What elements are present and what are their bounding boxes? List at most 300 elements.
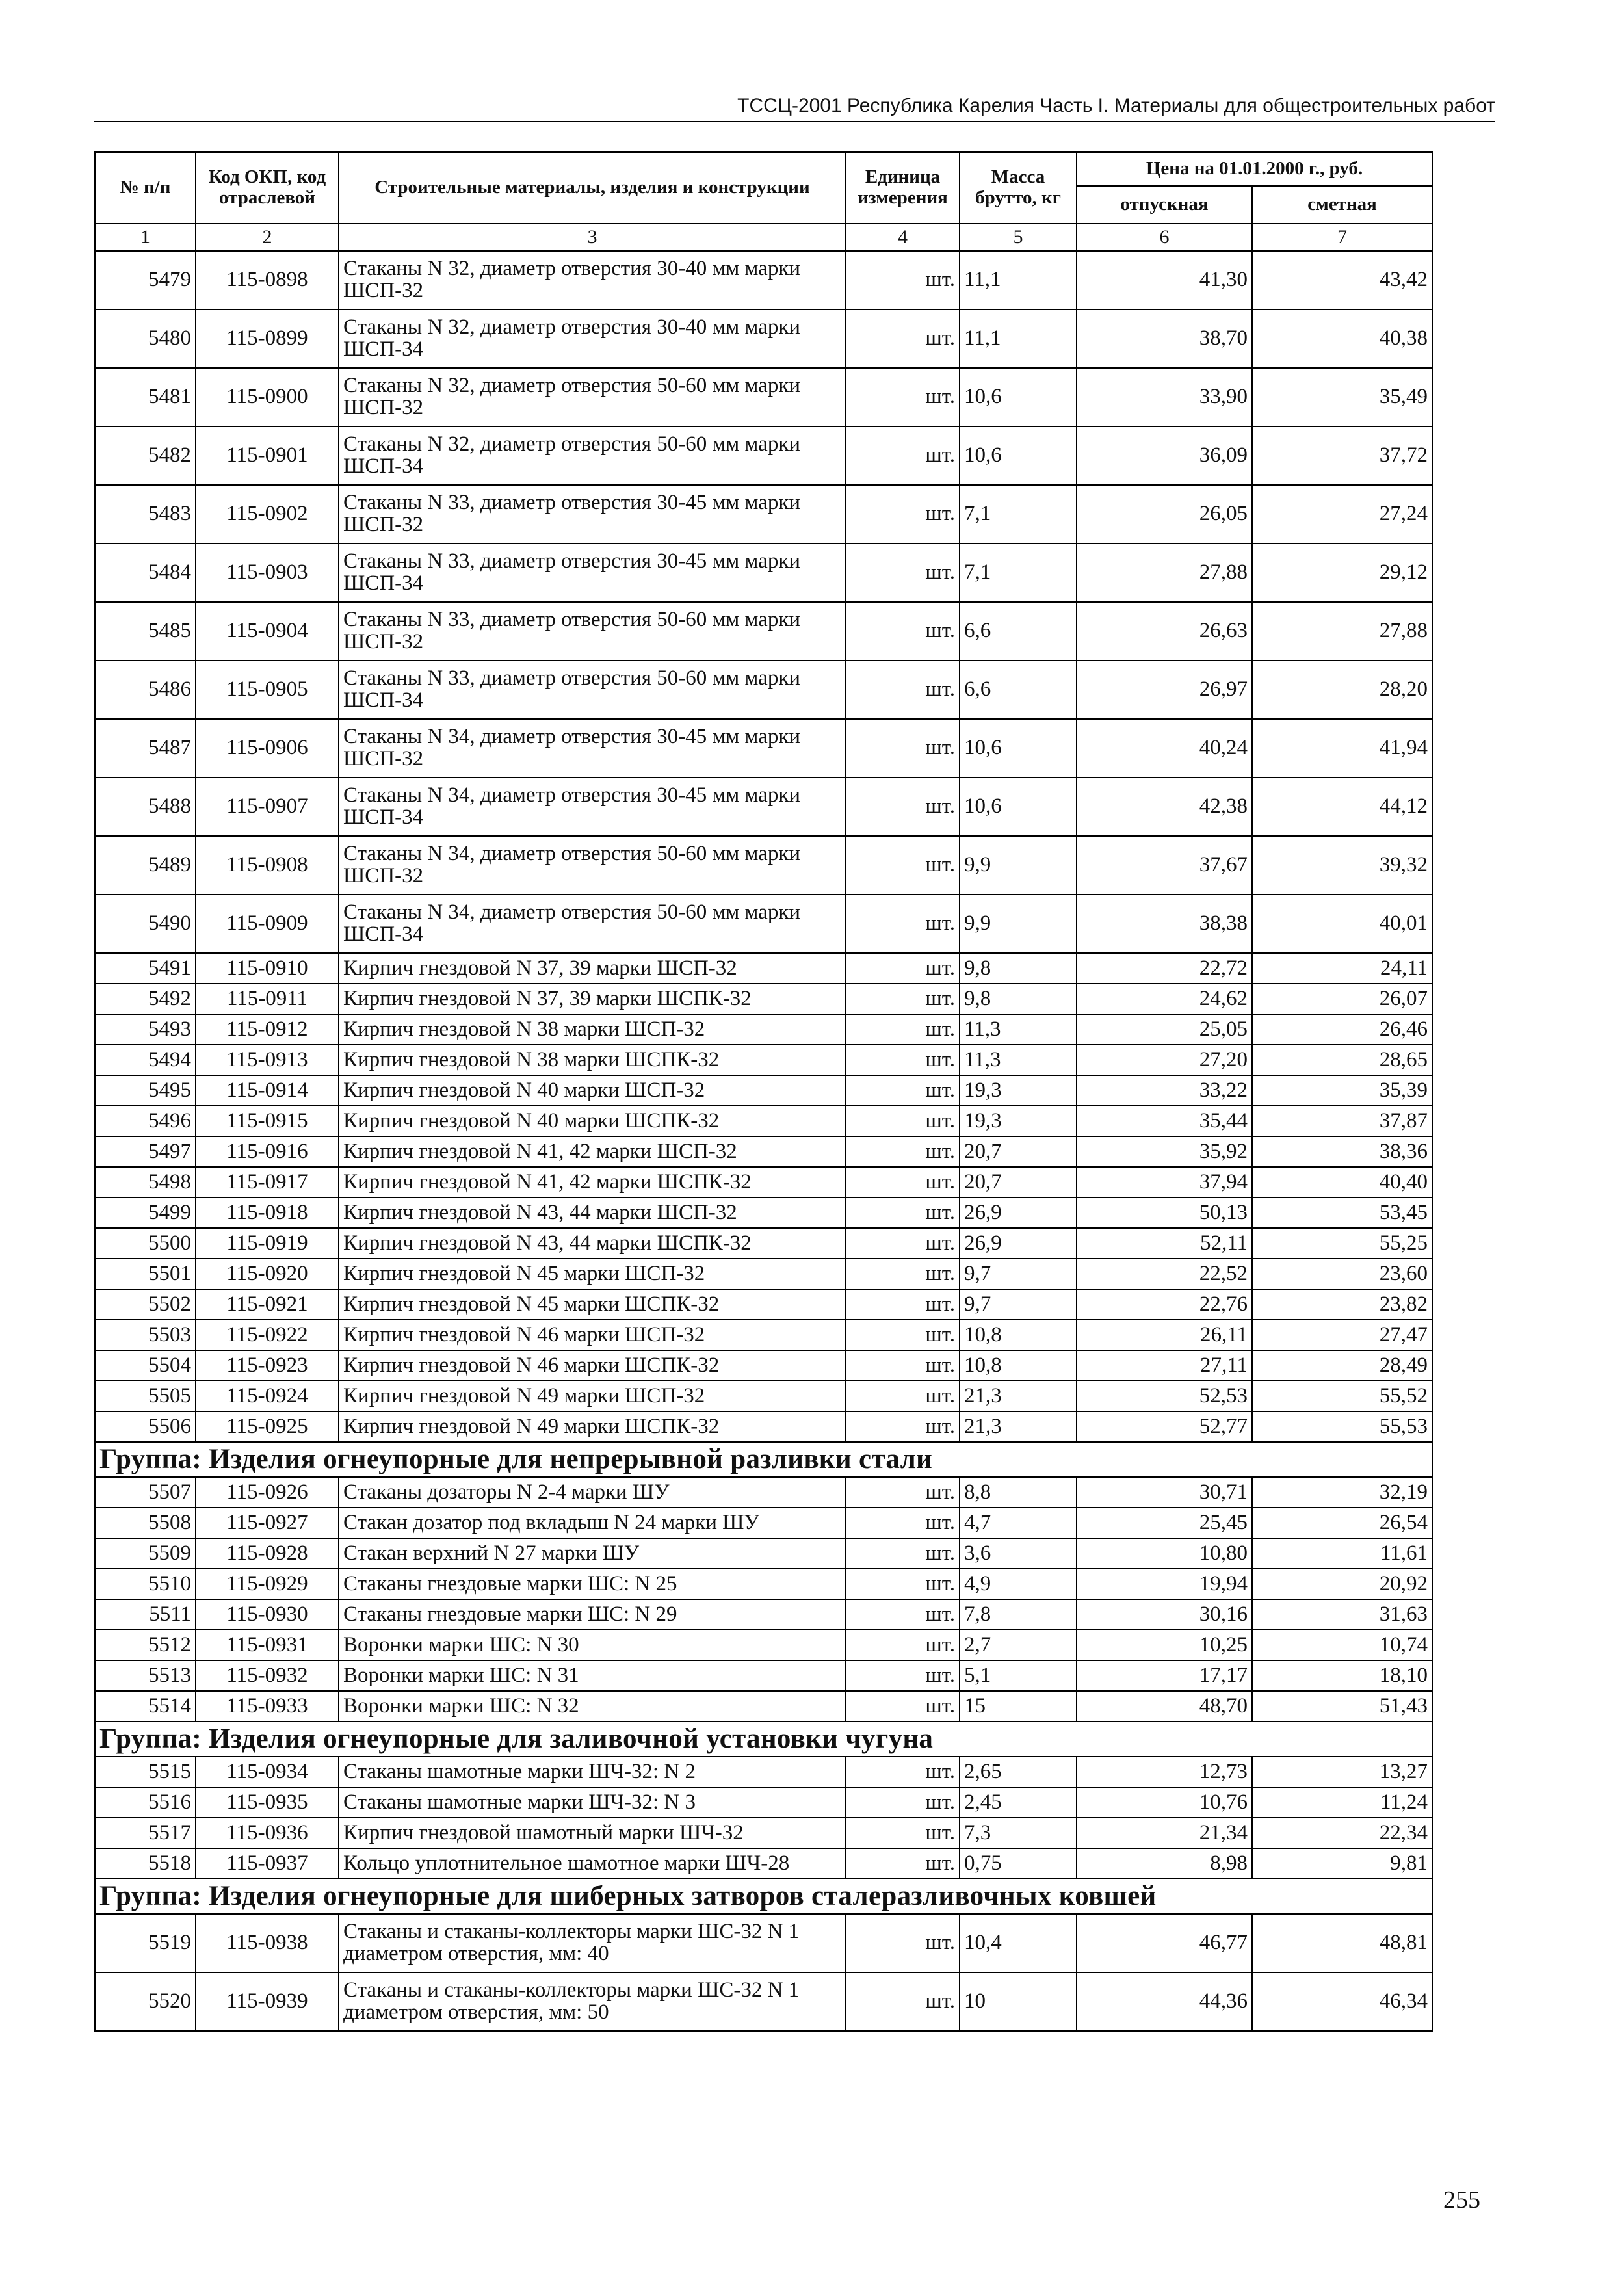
item-number: 5500 <box>95 1228 196 1259</box>
item-number: 5510 <box>95 1569 196 1599</box>
item-price-release: 33,22 <box>1077 1075 1252 1106</box>
item-code: 115-0902 <box>196 485 339 543</box>
item-unit: шт. <box>846 1167 960 1198</box>
item-price-release: 26,63 <box>1077 602 1252 661</box>
table-row <box>95 1350 1432 1381</box>
item-price-release: 35,44 <box>1077 1106 1252 1136</box>
table-row <box>95 1228 1432 1259</box>
item-mass: 10,8 <box>960 1320 1077 1350</box>
item-code: 115-0924 <box>196 1381 339 1411</box>
item-name: Стаканы N 33, диаметр отверстия 50-60 мм марки ШСП-34 <box>339 661 846 719</box>
item-price-estimate: 41,94 <box>1252 719 1432 778</box>
col-header-price-estimate: сметная <box>1252 186 1432 224</box>
item-price-estimate: 46,34 <box>1252 1972 1432 2031</box>
item-unit: шт. <box>846 1972 960 2031</box>
item-name: Стаканы N 34, диаметр отверстия 30-45 мм марки ШСП-34 <box>339 778 846 836</box>
item-code: 115-0908 <box>196 836 339 895</box>
item-unit: шт. <box>846 1014 960 1045</box>
item-price-release: 26,97 <box>1077 661 1252 719</box>
item-price-estimate: 39,32 <box>1252 836 1432 895</box>
item-mass: 10,8 <box>960 1350 1077 1381</box>
item-name: Кирпич гнездовой N 41, 42 марки ШСПК-32 <box>339 1167 846 1198</box>
item-name: Кирпич гнездовой N 45 марки ШСПК-32 <box>339 1289 846 1320</box>
item-name: Стаканы N 32, диаметр отверстия 30-40 мм марки ШСП-32 <box>339 251 846 309</box>
item-number: 5494 <box>95 1045 196 1075</box>
item-code: 115-0930 <box>196 1599 339 1630</box>
item-number: 5492 <box>95 984 196 1014</box>
table-row <box>95 1508 1432 1538</box>
table-row <box>95 1660 1432 1691</box>
item-price-release: 52,53 <box>1077 1381 1252 1411</box>
table-row <box>95 719 1432 778</box>
item-number: 5516 <box>95 1787 196 1818</box>
item-unit: шт. <box>846 1757 960 1787</box>
item-name: Стакан верхний N 27 марки ШУ <box>339 1538 846 1569</box>
item-price-release: 10,80 <box>1077 1538 1252 1569</box>
item-price-estimate: 23,60 <box>1252 1259 1432 1289</box>
item-unit: шт. <box>846 1569 960 1599</box>
col-header-price-group: Цена на 01.01.2000 г., руб. <box>1077 152 1432 186</box>
item-unit: шт. <box>846 1914 960 1972</box>
table-row <box>95 1914 1432 1972</box>
item-number: 5493 <box>95 1014 196 1045</box>
item-name: Воронки марки ШС: N 32 <box>339 1691 846 1722</box>
item-mass: 11,1 <box>960 251 1077 309</box>
price-table <box>94 151 1433 2032</box>
item-code: 115-0921 <box>196 1289 339 1320</box>
item-name: Кирпич гнездовой N 37, 39 марки ШСПК-32 <box>339 984 846 1014</box>
table-row <box>95 1014 1432 1045</box>
table-row <box>95 1691 1432 1722</box>
item-mass: 9,9 <box>960 836 1077 895</box>
item-price-release: 8,98 <box>1077 1848 1252 1879</box>
item-name: Кирпич гнездовой N 43, 44 марки ШСП-32 <box>339 1198 846 1228</box>
table-row <box>95 1818 1432 1848</box>
item-code: 115-0939 <box>196 1972 339 2031</box>
item-unit: шт. <box>846 1508 960 1538</box>
item-price-estimate: 35,39 <box>1252 1075 1432 1106</box>
item-unit: шт. <box>846 1381 960 1411</box>
item-unit: шт. <box>846 602 960 661</box>
item-code: 115-0934 <box>196 1757 339 1787</box>
item-unit: шт. <box>846 1599 960 1630</box>
item-code: 115-0926 <box>196 1477 339 1508</box>
item-price-release: 38,38 <box>1077 895 1252 953</box>
table-row <box>95 1106 1432 1136</box>
item-number: 5514 <box>95 1691 196 1722</box>
item-unit: шт. <box>846 1691 960 1722</box>
item-price-estimate: 28,49 <box>1252 1350 1432 1381</box>
item-code: 115-0901 <box>196 426 339 485</box>
item-mass: 2,65 <box>960 1757 1077 1787</box>
item-price-estimate: 24,11 <box>1252 953 1432 984</box>
item-mass: 10 <box>960 1972 1077 2031</box>
item-price-estimate: 26,46 <box>1252 1014 1432 1045</box>
item-name: Стаканы и стаканы-коллекторы марки ШС-32 N 1 диаметром отверстия, мм: 50 <box>339 1972 846 2031</box>
item-mass: 9,7 <box>960 1289 1077 1320</box>
item-name: Стаканы N 34, диаметр отверстия 50-60 мм марки ШСП-32 <box>339 836 846 895</box>
item-price-estimate: 51,43 <box>1252 1691 1432 1722</box>
item-name: Кирпич гнездовой N 40 марки ШСП-32 <box>339 1075 846 1106</box>
item-name: Стаканы шамотные марки ШЧ-32: N 3 <box>339 1787 846 1818</box>
table-row <box>95 1198 1432 1228</box>
item-price-release: 24,62 <box>1077 984 1252 1014</box>
table-row <box>95 1972 1432 2031</box>
item-price-release: 30,16 <box>1077 1599 1252 1630</box>
page-number: 255 <box>1443 2186 1480 2214</box>
item-mass: 19,3 <box>960 1075 1077 1106</box>
col-header-num: № п/п <box>95 152 196 224</box>
group-heading-row <box>95 1722 1432 1757</box>
col-header-code: Код ОКП, код отраслевой <box>196 152 339 224</box>
item-number: 5498 <box>95 1167 196 1198</box>
item-price-estimate: 43,42 <box>1252 251 1432 309</box>
item-price-release: 38,70 <box>1077 309 1252 368</box>
item-number: 5480 <box>95 309 196 368</box>
item-price-release: 30,71 <box>1077 1477 1252 1508</box>
item-unit: шт. <box>846 251 960 309</box>
table-row <box>95 1630 1432 1660</box>
item-code: 115-0900 <box>196 368 339 426</box>
item-number: 5503 <box>95 1320 196 1350</box>
item-price-estimate: 37,87 <box>1252 1106 1432 1136</box>
item-price-estimate: 26,54 <box>1252 1508 1432 1538</box>
item-unit: шт. <box>846 1198 960 1228</box>
item-number: 5502 <box>95 1289 196 1320</box>
item-price-estimate: 40,01 <box>1252 895 1432 953</box>
item-price-release: 27,11 <box>1077 1350 1252 1381</box>
item-price-release: 33,90 <box>1077 368 1252 426</box>
group-heading: Группа: Изделия огнеупорные для непрерывной разливки стали <box>95 1442 1432 1477</box>
item-mass: 4,9 <box>960 1569 1077 1599</box>
item-name: Стаканы N 34, диаметр отверстия 30-45 мм марки ШСП-32 <box>339 719 846 778</box>
item-number: 5513 <box>95 1660 196 1691</box>
table-row <box>95 1320 1432 1350</box>
item-unit: шт. <box>846 1818 960 1848</box>
item-price-estimate: 37,72 <box>1252 426 1432 485</box>
item-number: 5491 <box>95 953 196 984</box>
item-code: 115-0917 <box>196 1167 339 1198</box>
item-price-release: 10,76 <box>1077 1787 1252 1818</box>
item-mass: 7,8 <box>960 1599 1077 1630</box>
item-number: 5505 <box>95 1381 196 1411</box>
table-row <box>95 1757 1432 1787</box>
item-name: Кирпич гнездовой N 37, 39 марки ШСП-32 <box>339 953 846 984</box>
item-unit: шт. <box>846 661 960 719</box>
item-name: Кирпич гнездовой N 38 марки ШСП-32 <box>339 1014 846 1045</box>
item-mass: 26,9 <box>960 1228 1077 1259</box>
item-number: 5483 <box>95 485 196 543</box>
item-unit: шт. <box>846 1848 960 1879</box>
item-unit: шт. <box>846 426 960 485</box>
item-code: 115-0931 <box>196 1630 339 1660</box>
item-name: Кирпич гнездовой N 49 марки ШСП-32 <box>339 1381 846 1411</box>
item-number: 5512 <box>95 1630 196 1660</box>
col-header-mass: Масса брутто, кг <box>960 152 1077 224</box>
item-price-release: 35,92 <box>1077 1136 1252 1167</box>
item-mass: 10,6 <box>960 778 1077 836</box>
table-row <box>95 1787 1432 1818</box>
item-price-release: 27,20 <box>1077 1045 1252 1075</box>
item-price-estimate: 27,47 <box>1252 1320 1432 1350</box>
item-price-estimate: 44,12 <box>1252 778 1432 836</box>
col-number: 7 <box>1252 224 1432 251</box>
item-code: 115-0918 <box>196 1198 339 1228</box>
item-mass: 5,1 <box>960 1660 1077 1691</box>
table-row <box>95 661 1432 719</box>
item-unit: шт. <box>846 485 960 543</box>
item-name: Воронки марки ШС: N 30 <box>339 1630 846 1660</box>
item-price-release: 22,52 <box>1077 1259 1252 1289</box>
item-mass: 19,3 <box>960 1106 1077 1136</box>
item-number: 5490 <box>95 895 196 953</box>
item-price-estimate: 55,53 <box>1252 1411 1432 1442</box>
item-number: 5506 <box>95 1411 196 1442</box>
item-number: 5519 <box>95 1914 196 1972</box>
item-price-estimate: 18,10 <box>1252 1660 1432 1691</box>
col-number: 6 <box>1077 224 1252 251</box>
item-name: Стаканы дозаторы N 2-4 марки ШУ <box>339 1477 846 1508</box>
item-code: 115-0903 <box>196 543 339 602</box>
item-number: 5488 <box>95 778 196 836</box>
item-price-estimate: 40,38 <box>1252 309 1432 368</box>
item-name: Кирпич гнездовой N 43, 44 марки ШСПК-32 <box>339 1228 846 1259</box>
item-number: 5482 <box>95 426 196 485</box>
table-row <box>95 836 1432 895</box>
item-mass: 9,8 <box>960 953 1077 984</box>
table-row <box>95 984 1432 1014</box>
item-unit: шт. <box>846 1630 960 1660</box>
table-row <box>95 1045 1432 1075</box>
table-row <box>95 1136 1432 1167</box>
item-code: 115-0922 <box>196 1320 339 1350</box>
table-row <box>95 426 1432 485</box>
item-unit: шт. <box>846 1787 960 1818</box>
item-price-release: 26,11 <box>1077 1320 1252 1350</box>
item-name: Стаканы гнездовые марки ШС: N 25 <box>339 1569 846 1599</box>
item-code: 115-0913 <box>196 1045 339 1075</box>
table-row <box>95 1381 1432 1411</box>
item-unit: шт. <box>846 1259 960 1289</box>
item-mass: 10,6 <box>960 719 1077 778</box>
item-price-release: 10,25 <box>1077 1630 1252 1660</box>
item-name: Кирпич гнездовой N 41, 42 марки ШСП-32 <box>339 1136 846 1167</box>
item-code: 115-0906 <box>196 719 339 778</box>
item-mass: 11,1 <box>960 309 1077 368</box>
item-price-estimate: 28,20 <box>1252 661 1432 719</box>
item-price-release: 12,73 <box>1077 1757 1252 1787</box>
col-number: 5 <box>960 224 1077 251</box>
item-unit: шт. <box>846 1660 960 1691</box>
item-unit: шт. <box>846 1075 960 1106</box>
item-mass: 7,1 <box>960 543 1077 602</box>
item-price-estimate: 10,74 <box>1252 1630 1432 1660</box>
table-row <box>95 1848 1432 1879</box>
table-row <box>95 368 1432 426</box>
col-header-unit: Единица измерения <box>846 152 960 224</box>
item-number: 5517 <box>95 1818 196 1848</box>
item-price-estimate: 48,81 <box>1252 1914 1432 1972</box>
item-code: 115-0923 <box>196 1350 339 1381</box>
item-number: 5484 <box>95 543 196 602</box>
item-code: 115-0936 <box>196 1818 339 1848</box>
item-code: 115-0914 <box>196 1075 339 1106</box>
item-code: 115-0920 <box>196 1259 339 1289</box>
table-row <box>95 1411 1432 1442</box>
item-price-estimate: 9,81 <box>1252 1848 1432 1879</box>
item-code: 115-0925 <box>196 1411 339 1442</box>
item-code: 115-0907 <box>196 778 339 836</box>
item-price-release: 21,34 <box>1077 1818 1252 1848</box>
item-price-release: 22,72 <box>1077 953 1252 984</box>
item-code: 115-0911 <box>196 984 339 1014</box>
item-number: 5508 <box>95 1508 196 1538</box>
item-unit: шт. <box>846 984 960 1014</box>
item-mass: 0,75 <box>960 1848 1077 1879</box>
item-mass: 21,3 <box>960 1411 1077 1442</box>
item-mass: 20,7 <box>960 1167 1077 1198</box>
item-mass: 7,1 <box>960 485 1077 543</box>
item-mass: 2,45 <box>960 1787 1077 1818</box>
table-row <box>95 485 1432 543</box>
table-row <box>95 778 1432 836</box>
item-price-estimate: 32,19 <box>1252 1477 1432 1508</box>
item-price-estimate: 31,63 <box>1252 1599 1432 1630</box>
table-body <box>95 251 1432 2031</box>
table-row <box>95 1538 1432 1569</box>
item-unit: шт. <box>846 1136 960 1167</box>
item-number: 5496 <box>95 1106 196 1136</box>
item-number: 5487 <box>95 719 196 778</box>
table-row <box>95 602 1432 661</box>
item-name: Кирпич гнездовой N 46 марки ШСПК-32 <box>339 1350 846 1381</box>
item-unit: шт. <box>846 309 960 368</box>
item-mass: 6,6 <box>960 661 1077 719</box>
item-price-release: 25,05 <box>1077 1014 1252 1045</box>
col-number: 3 <box>339 224 846 251</box>
item-price-release: 37,94 <box>1077 1167 1252 1198</box>
column-number-row <box>95 224 1432 251</box>
item-unit: шт. <box>846 1320 960 1350</box>
item-mass: 6,6 <box>960 602 1077 661</box>
item-price-release: 52,11 <box>1077 1228 1252 1259</box>
item-number: 5495 <box>95 1075 196 1106</box>
item-price-estimate: 55,25 <box>1252 1228 1432 1259</box>
item-name: Кирпич гнездовой N 46 марки ШСП-32 <box>339 1320 846 1350</box>
item-name: Стаканы N 32, диаметр отверстия 50-60 мм марки ШСП-32 <box>339 368 846 426</box>
item-mass: 11,3 <box>960 1014 1077 1045</box>
item-code: 115-0912 <box>196 1014 339 1045</box>
col-header-name: Строительные материалы, изделия и конструкции <box>339 152 846 224</box>
table-row <box>95 1599 1432 1630</box>
item-price-release: 52,77 <box>1077 1411 1252 1442</box>
item-name: Кирпич гнездовой N 40 марки ШСПК-32 <box>339 1106 846 1136</box>
item-mass: 10,4 <box>960 1914 1077 1972</box>
item-code: 115-0919 <box>196 1228 339 1259</box>
table-row <box>95 251 1432 309</box>
item-price-release: 25,45 <box>1077 1508 1252 1538</box>
item-price-release: 22,76 <box>1077 1289 1252 1320</box>
item-unit: шт. <box>846 543 960 602</box>
table-row <box>95 1289 1432 1320</box>
item-unit: шт. <box>846 1411 960 1442</box>
item-code: 115-0928 <box>196 1538 339 1569</box>
item-name: Стаканы гнездовые марки ШС: N 29 <box>339 1599 846 1630</box>
item-unit: шт. <box>846 1289 960 1320</box>
item-code: 115-0899 <box>196 309 339 368</box>
item-mass: 15 <box>960 1691 1077 1722</box>
item-price-estimate: 27,88 <box>1252 602 1432 661</box>
item-name: Стаканы N 33, диаметр отверстия 50-60 мм марки ШСП-32 <box>339 602 846 661</box>
item-name: Кирпич гнездовой N 49 марки ШСПК-32 <box>339 1411 846 1442</box>
item-mass: 9,8 <box>960 984 1077 1014</box>
item-price-estimate: 22,34 <box>1252 1818 1432 1848</box>
item-price-estimate: 38,36 <box>1252 1136 1432 1167</box>
col-number: 2 <box>196 224 339 251</box>
item-number: 5479 <box>95 251 196 309</box>
item-name: Стаканы N 32, диаметр отверстия 30-40 мм марки ШСП-34 <box>339 309 846 368</box>
item-unit: шт. <box>846 1538 960 1569</box>
item-code: 115-0932 <box>196 1660 339 1691</box>
item-price-estimate: 11,24 <box>1252 1787 1432 1818</box>
item-code: 115-0905 <box>196 661 339 719</box>
item-mass: 11,3 <box>960 1045 1077 1075</box>
item-code: 115-0904 <box>196 602 339 661</box>
item-unit: шт. <box>846 1045 960 1075</box>
table-row <box>95 543 1432 602</box>
table-row <box>95 1477 1432 1508</box>
item-price-release: 37,67 <box>1077 836 1252 895</box>
item-number: 5507 <box>95 1477 196 1508</box>
col-number: 1 <box>95 224 196 251</box>
item-code: 115-0927 <box>196 1508 339 1538</box>
item-unit: шт. <box>846 1477 960 1508</box>
item-mass: 20,7 <box>960 1136 1077 1167</box>
item-price-release: 46,77 <box>1077 1914 1252 1972</box>
item-price-release: 17,17 <box>1077 1660 1252 1691</box>
item-code: 115-0933 <box>196 1691 339 1722</box>
item-price-estimate: 55,52 <box>1252 1381 1432 1411</box>
item-number: 5509 <box>95 1538 196 1569</box>
item-price-estimate: 23,82 <box>1252 1289 1432 1320</box>
item-mass: 10,6 <box>960 426 1077 485</box>
item-price-estimate: 11,61 <box>1252 1538 1432 1569</box>
item-price-release: 41,30 <box>1077 251 1252 309</box>
item-number: 5511 <box>95 1599 196 1630</box>
item-number: 5504 <box>95 1350 196 1381</box>
item-mass: 2,7 <box>960 1630 1077 1660</box>
item-name: Стаканы и стаканы-коллекторы марки ШС-32 N 1 диаметром отверстия, мм: 40 <box>339 1914 846 1972</box>
table-row <box>95 1259 1432 1289</box>
item-unit: шт. <box>846 719 960 778</box>
item-number: 5485 <box>95 602 196 661</box>
item-name: Стаканы N 32, диаметр отверстия 50-60 мм марки ШСП-34 <box>339 426 846 485</box>
item-price-release: 40,24 <box>1077 719 1252 778</box>
item-code: 115-0910 <box>196 953 339 984</box>
group-heading: Группа: Изделия огнеупорные для шиберных затворов сталеразливочных ковшей <box>95 1879 1432 1914</box>
item-mass: 26,9 <box>960 1198 1077 1228</box>
item-mass: 9,7 <box>960 1259 1077 1289</box>
item-code: 115-0915 <box>196 1106 339 1136</box>
table-row <box>95 1569 1432 1599</box>
table-row <box>95 895 1432 953</box>
item-unit: шт. <box>846 778 960 836</box>
item-price-release: 48,70 <box>1077 1691 1252 1722</box>
item-number: 5515 <box>95 1757 196 1787</box>
item-number: 5499 <box>95 1198 196 1228</box>
item-mass: 21,3 <box>960 1381 1077 1411</box>
item-price-estimate: 13,27 <box>1252 1757 1432 1787</box>
